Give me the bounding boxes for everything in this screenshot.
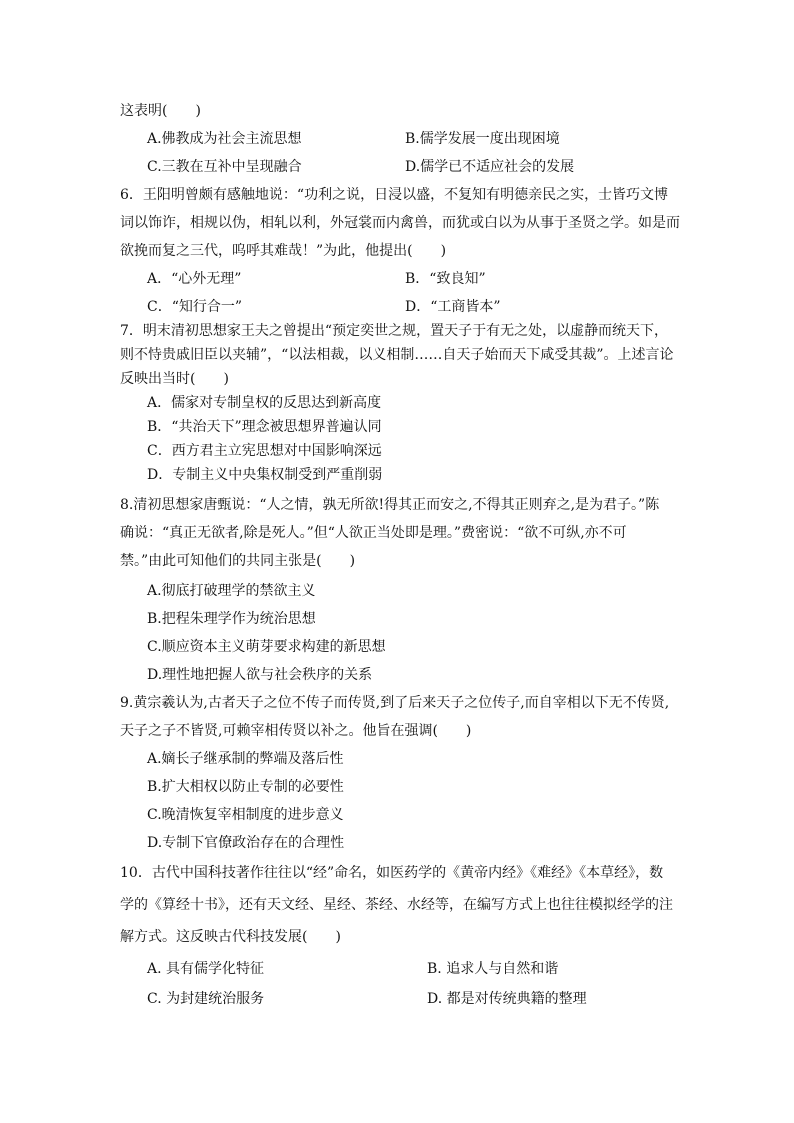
q5-option-d: D.儒学已不适应社会的发展 <box>405 159 575 175</box>
q7-stem-line-3: 反映出当时( ) <box>120 371 229 387</box>
q6-option-c: C．“知行合一” <box>147 299 243 315</box>
q8-stem-line-1: 8.清初思想家唐甄说：“人之情，孰无所欲!得其正而安之,不得其正则弃之,是为君子。”陈 <box>120 497 660 513</box>
q10-stem-line-1: 10．古代中国科技著作往往以“经”命名，如医药学的《黄帝内经》《难经》《本草经》，数 <box>120 865 664 881</box>
q7-stem-line-1: 7．明末清初思想家王夫之曾提出“预定奕世之规，置天子于有无之处，以虚静而统天下， <box>120 323 669 339</box>
q9-option-b: B.扩大相权以防止专制的必要性 <box>147 779 344 795</box>
q7-stem-line-2: 则不恃贵戚旧臣以夹辅”，“以法相裁，以义相制……自天子始而天下咸受其裁”。上述言论 <box>120 347 674 363</box>
q6-stem-line-1: 6．王阳明曾颇有感触地说：“功利之说，日浸以盛，不复知有明德亲民之实，士皆巧文博 <box>120 187 669 203</box>
q10-stem-line-2: 学的《算经十书》，还有天文经、星经、茶经、水经等，在编写方式上也往往模拟经学的注 <box>120 897 673 913</box>
q5-option-b: B.儒学发展一度出现困境 <box>405 131 560 147</box>
q9-stem-line-1: 9.黄宗羲认为,古者天子之位不传子而传贤,到了后来天子之位传子,而自宰相以下无不传贤, <box>120 695 670 711</box>
q5-option-a: A.佛教成为社会主流思想 <box>147 131 302 147</box>
q9-stem-line-2: 天子之子不皆贤,可赖宰相传贤以补之。他旨在强调( ) <box>120 723 472 739</box>
q6-stem-line-3: 欲挽而复之三代，呜呼其难哉！”为此，他提出( ) <box>120 243 447 259</box>
q8-option-d: D.理性地把握人欲与社会秩序的关系 <box>147 667 373 683</box>
q9-option-c: C.晚清恢复宰相制度的进步意义 <box>147 807 344 823</box>
q10-option-c: C. 为封建统治服务 <box>147 991 265 1007</box>
q6-stem-line-2: 词以饰诈，相规以伪，相轧以利，外冠裳而内禽兽，而犹或白以为从事于圣贤之学。如是而 <box>120 215 680 231</box>
q6-option-d: D．“工商皆本” <box>405 299 501 315</box>
q9-option-d: D.专制下官僚政治存在的合理性 <box>147 835 345 851</box>
q10-option-d: D. 都是对传统典籍的整理 <box>427 991 587 1007</box>
q6-option-a: A．“心外无理” <box>147 271 242 287</box>
q8-option-c: C.顺应资本主义萌芽要求构建的新思想 <box>147 639 386 655</box>
q7-option-c: C．西方君主立宪思想对中国影响深远 <box>147 443 382 459</box>
q6-option-b: B．“致良知” <box>405 271 486 287</box>
q5-option-c: C.三教在互补中呈现融合 <box>147 159 302 175</box>
q8-option-a: A.彻底打破理学的禁欲主义 <box>147 583 316 599</box>
q7-option-d: D．专制主义中央集权制受到严重削弱 <box>147 467 383 483</box>
q8-stem-line-3: 禁。”由此可知他们的共同主张是( ) <box>120 553 356 569</box>
q10-option-b: B. 追求人与自然和谐 <box>427 961 559 977</box>
q9-option-a: A.嫡长子继承制的弊端及落后性 <box>147 751 344 767</box>
q10-stem-line-3: 解方式。这反映古代科技发展( ) <box>120 929 341 945</box>
q8-stem-line-2: 确说：“真正无欲者,除是死人。”但“人欲正当处即是理。”费密说：“欲不可纵,亦不可 <box>120 525 627 541</box>
q7-option-a: A．儒家对专制皇权的反思达到新高度 <box>147 395 382 411</box>
q10-option-a: A. 具有儒学化特征 <box>147 961 265 977</box>
q5-stem-tail: 这表明( ) <box>120 103 201 119</box>
q7-option-b: B．“共治天下”理念被思想界普遍认同 <box>147 419 382 435</box>
q8-option-b: B.把程朱理学作为统治思想 <box>147 611 316 627</box>
